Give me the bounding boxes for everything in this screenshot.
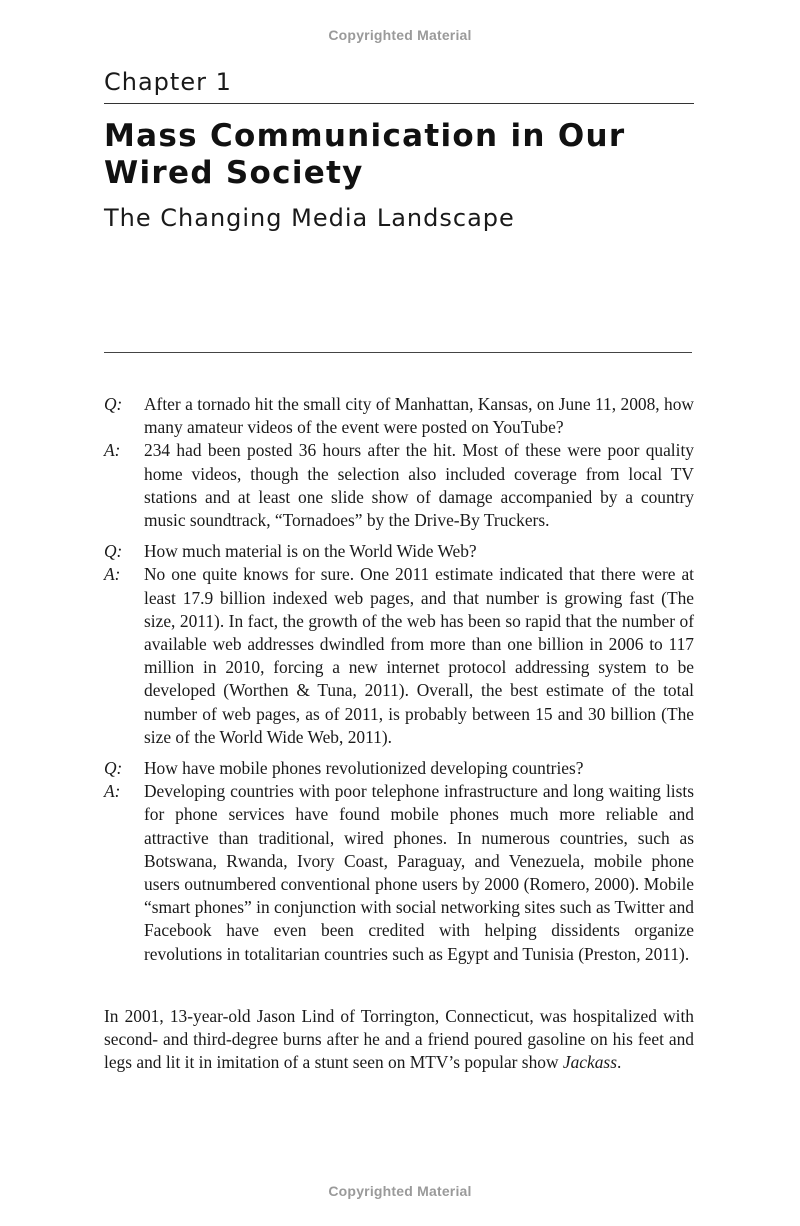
chapter-subtitle: The Changing Media Landscape [104,204,515,232]
question-text: After a tornado hit the small city of Manhattan, Kansas, on June 11, 2008, how many amateur videos of the event were posted on YouTube? [144,394,694,438]
answer-text: 234 had been posted 36 hours after the hit. Most of these were poor quality home videos, though the selection also included coverage from local TV stations and at least one slide show of damage accompanied by a country music soundtrack, “Tornadoes” by the Drive-By Truckers. [144,440,694,531]
body-text: In 2001, 13-year-old Jason Lind of Torrington, Connecticut, was hospitalized with second- and third-degree burns after he and a friend poured gasoline on his feet and legs and lit it in imitation of a stunt seen on MTV’s popular show [104,1006,694,1073]
question-marker: Q: [104,758,123,779]
qa-item [104,540,694,749]
answer [104,780,694,966]
chapter-label: Chapter 1 [104,68,232,96]
chapter-title: Mass Communication in Our Wired Society [104,118,626,191]
body-paragraph [104,1005,694,1075]
answer-text: Developing countries with poor telephone infrastructure and long waiting lists for phone services have found mobile phones much more reliable and attractive than traditional, wired phones. In numerous countries, such as Botswana, Rwanda, Ivory Coast, Paraguay, and Venezuela, mobile phone users outnumbered conventional phone users by 2000 (Romero, 2000). Mobile “smart phones” in conjunction with social networking sites such as Twitter and Facebook have even been credited with helping dissidents organize revolutions in totalitarian countries such as Egypt and Tunisia (Preston, 2011). [144,781,694,964]
question [104,393,694,439]
question-marker: Q: [104,541,123,562]
question [104,540,694,563]
answer [104,563,694,749]
answer-marker: A: [104,564,121,585]
answer-marker: A: [104,781,121,802]
question [104,757,694,780]
question-text: How have mobile phones revolutionized developing countries? [144,758,584,779]
section-divider [104,352,692,353]
qa-list [104,393,694,974]
qa-item [104,393,694,532]
copyright-watermark-bottom: Copyrighted Material [328,1183,472,1199]
answer-text: No one quite knows for sure. One 2011 estimate indicated that there were at least 17.9 billion indexed web pages, and that number is growing fast (The size, 2011). In fact, the growth of the web has been so rapid that the number of available web addresses dwindled from more than one billion in 2006 to 117 million in 2010, forcing a new internet protocol addressing system to be developed (Worthen & Tuna, 2011). Overall, the best estimate of the total number of web pages, as of 2011, is probably between 15 and 30 billion (The size of the World Wide Web, 2011). [144,564,694,747]
body-end: . [616,1052,622,1073]
question-marker: Q: [104,394,123,414]
copyright-watermark-top: Copyrighted Material [328,27,472,43]
answer [104,439,694,532]
show-title: Jackass [562,1052,617,1073]
qa-item [104,757,694,966]
answer-marker: A: [104,440,121,461]
question-text: How much material is on the World Wide Web? [144,541,477,562]
chapter-rule [104,103,694,104]
